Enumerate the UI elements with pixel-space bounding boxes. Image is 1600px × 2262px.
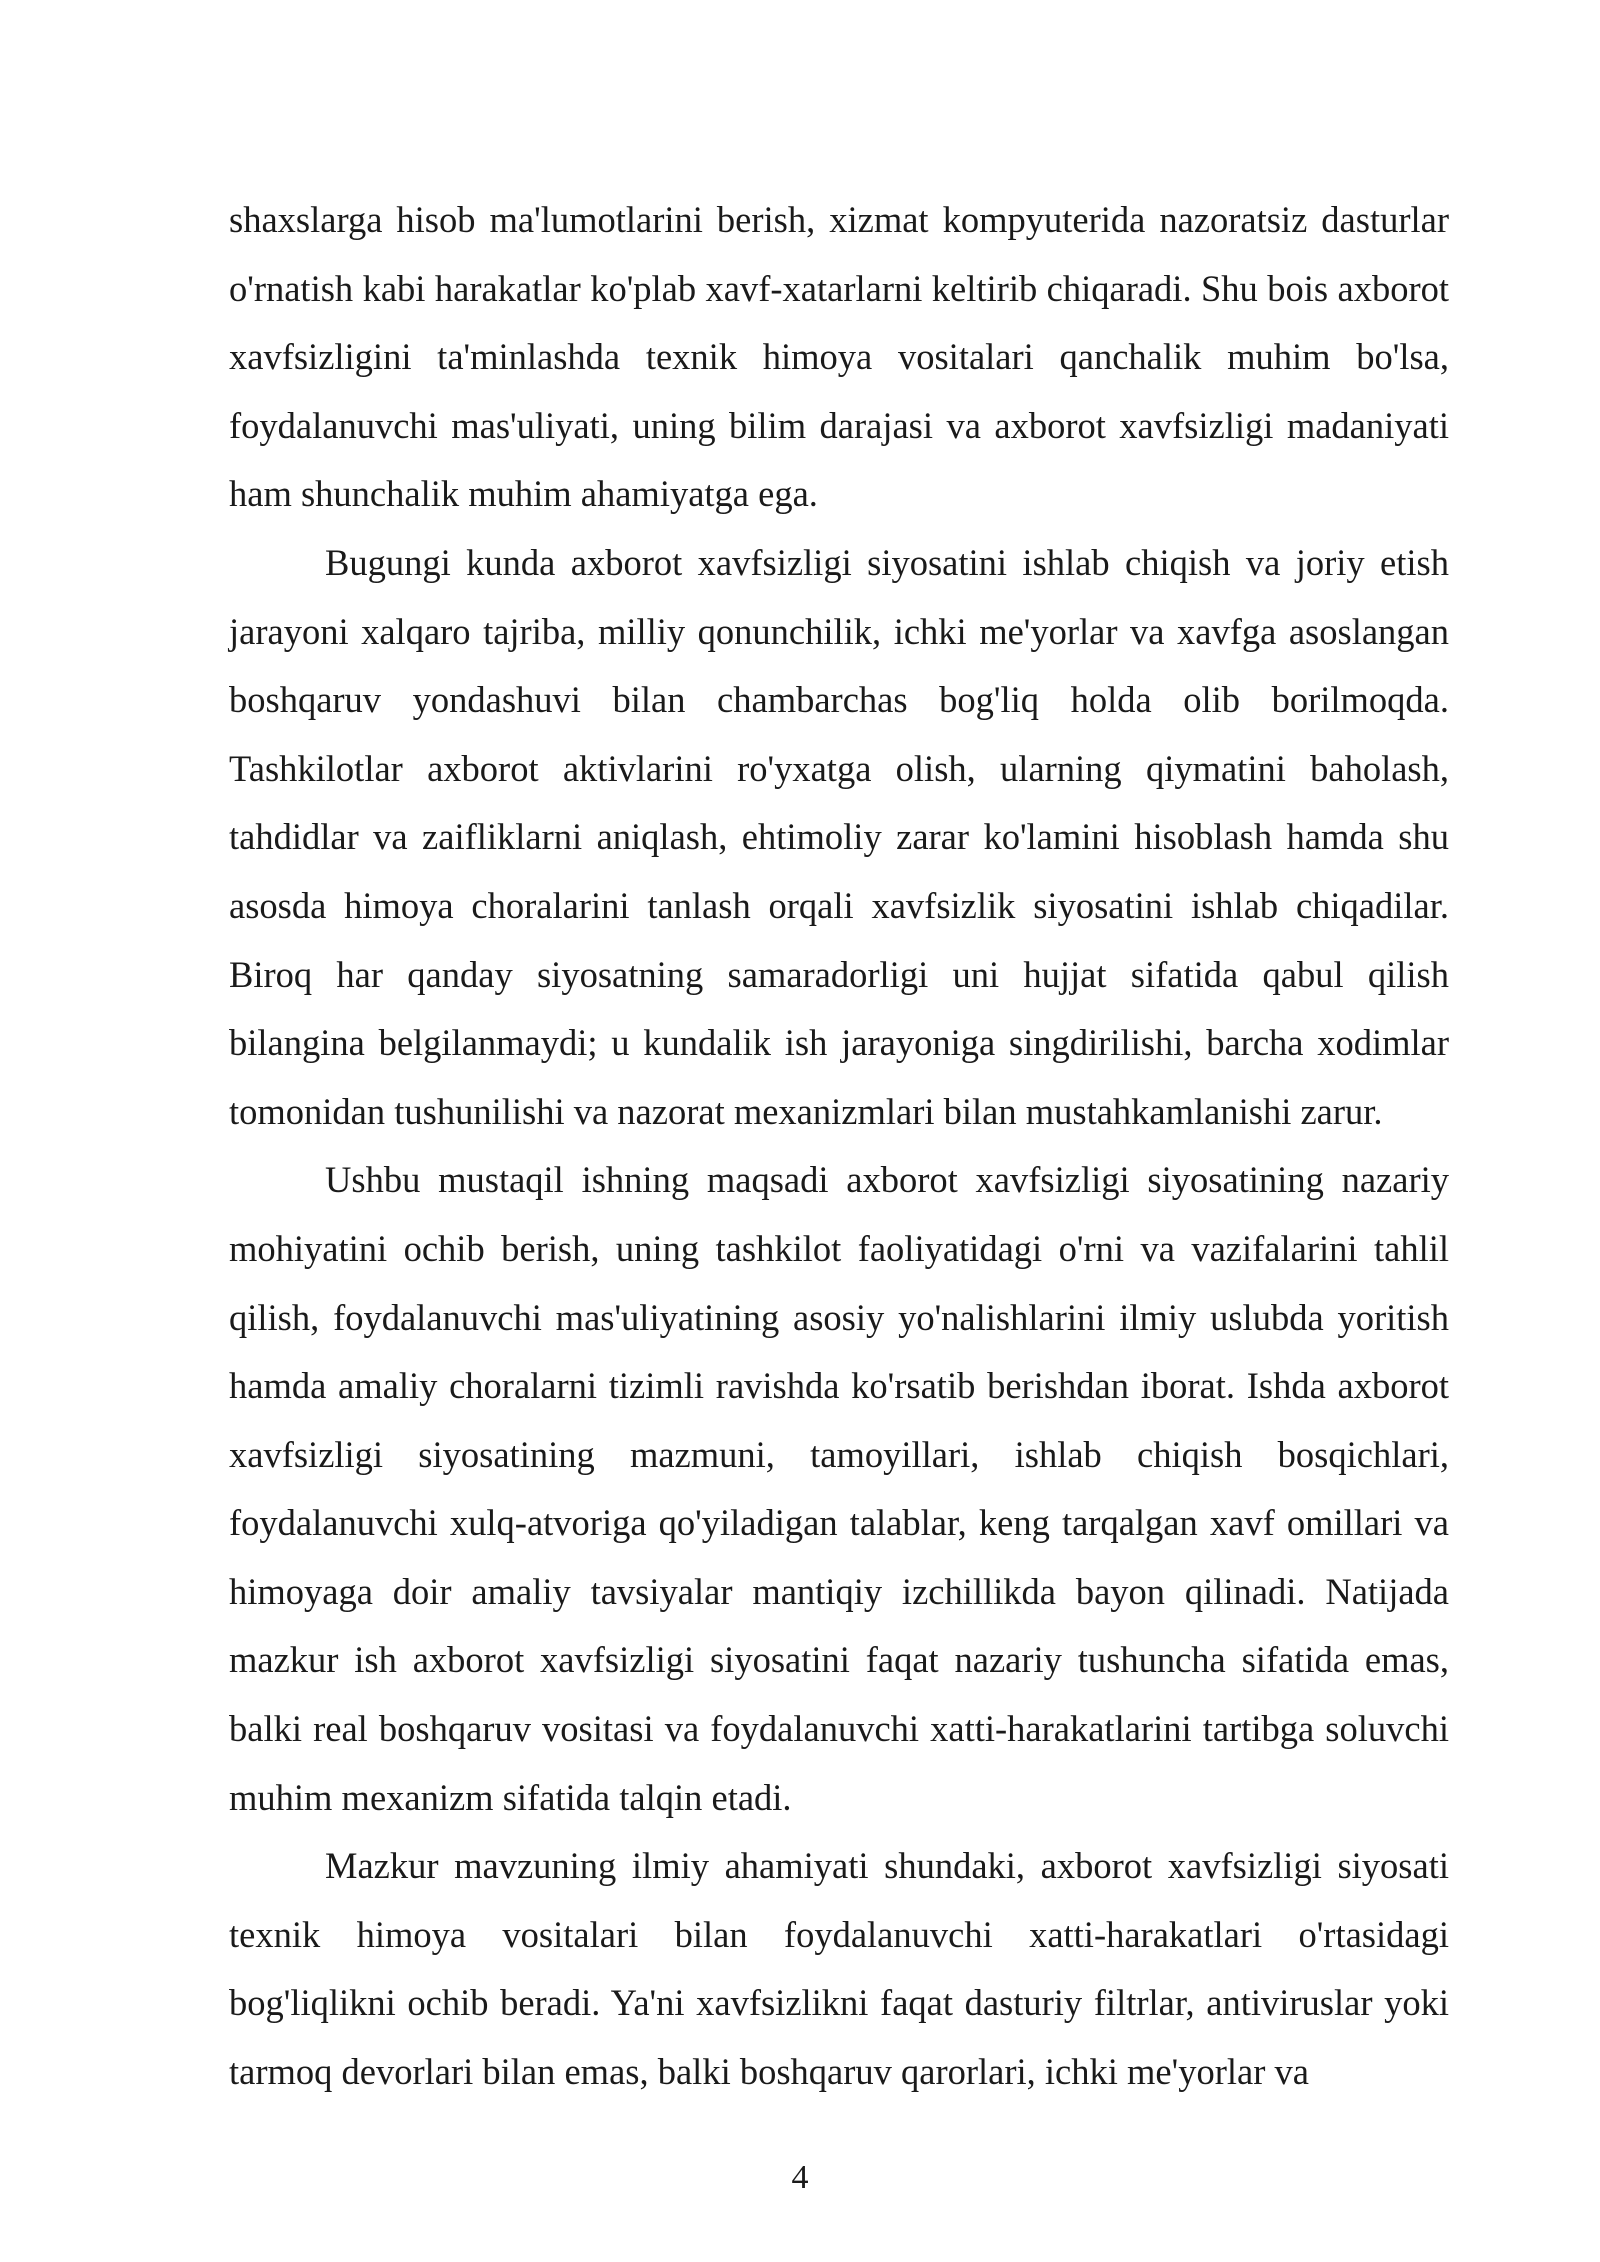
paragraph-4: Mazkur mavzuning ilmiy ahamiyati shundaki, axborot xavfsizligi siyosati texnik himoya vositalari bilan foydalanuvchi xatti-harakatlari o'rtasidagi bog'liqlikni ochib beradi. Ya'ni xavfsizlikni faqat dasturiy filtrlar, antiviruslar yoki tarmoq devorlari bilan emas, balki boshqaruv qarorlari, ichki me'yorlar va — [229, 1845, 1449, 2093]
paragraph-1: shaxslarga hisob ma'lumotlarini berish, xizmat kompyuterida nazoratsiz dasturlar o'rnatish kabi harakatlar ko'plab xavf-xatarlarni keltirib chiqaradi. Shu bois axborot xavfsizligini ta'minlashda texnik himoya vositalari qanchalik muhim bo'lsa, foydalanuvchi mas'uliyati, uning bilim darajasi va axborot xavfsizligi madaniyati ham shunchalik muhim ahamiyatga ega. — [229, 199, 1449, 515]
document-body — [229, 186, 1449, 2107]
page-number: 4 — [791, 2159, 809, 2196]
paragraph-2: Bugungi kunda axborot xavfsizligi siyosatini ishlab chiqish va joriy etish jarayoni xalqaro tajriba, milliy qonunchilik, ichki me'yorlar va xavfga asoslangan boshqaruv yondashuvi bilan chambarchas bog'liq holda olib borilmoqda. Tashkilotlar axborot aktivlarini ro'yxatga olish, ularning qiymatini baholash, tahdidlar va zaifliklarni aniqlash, ehtimoliy zarar ko'lamini hisoblash hamda shu asosda himoya choralarini tanlash orqali xavfsizlik siyosatini ishlab chiqadilar. Biroq har qanday siyosatning samaradorligi uni hujjat sifatida qabul qilish bilangina belgilanmaydi; u kundalik ish jarayoniga singdirilishi, barcha xodimlar tomonidan tushunilishi va nazorat mexanizmlari bilan mustahkamlanishi zarur. — [229, 541, 1449, 1132]
paragraph-3: Ushbu mustaqil ishning maqsadi axborot xavfsizligi siyosatining nazariy mohiyatini ochib berish, uning tashkilot faoliyatidagi o'rni va vazifalarini tahlil qilish, foydalanuvchi mas'uliyatining asosiy yo'nalishlarini ilmiy uslubda yoritish hamda amaliy choralarni tizimli ravishda ko'rsatib berishdan iborat. Ishda axborot xavfsizligi siyosatining mazmuni, tamoyillari, ishlab chiqish bosqichlari, foydalanuvchi xulq-atvoriga qo'yiladigan talablar, keng tarqalgan xavf omillari va himoyaga doir amaliy tavsiyalar mantiqiy izchillikda bayon qilinadi. Natijada mazkur ish axborot xavfsizligi siyosatini faqat nazariy tushuncha sifatida emas, balki real boshqaruv vositasi va foydalanuvchi xatti-harakatlarini tartibga soluvchi muhim mexanizm sifatida talqin etadi. — [229, 1159, 1449, 1818]
